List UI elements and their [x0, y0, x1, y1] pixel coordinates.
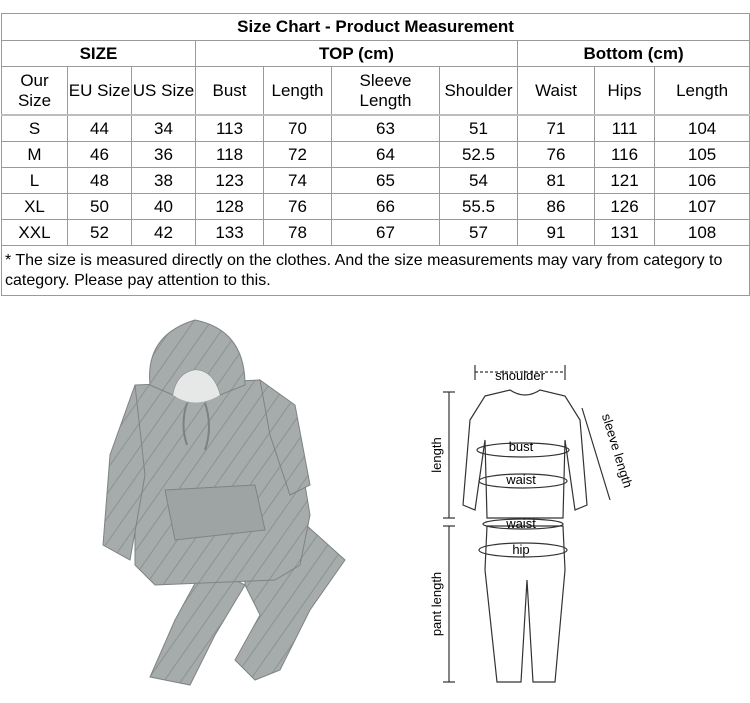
col-us-size: US Size	[132, 67, 196, 116]
table-row	[2, 220, 750, 246]
col-top-length: Length	[264, 67, 332, 116]
group-top: TOP (cm)	[196, 41, 518, 67]
table-cell: 40	[132, 194, 196, 220]
table-cell: 52	[68, 220, 132, 246]
label-sleeve-length: sleeve length	[598, 411, 636, 490]
table-cell: 36	[132, 142, 196, 168]
col-bust: Bust	[196, 67, 264, 116]
table-cell: 78	[264, 220, 332, 246]
group-bottom: Bottom (cm)	[518, 41, 750, 67]
table-cell: 67	[332, 220, 440, 246]
table-cell: 46	[68, 142, 132, 168]
label-length: length	[429, 437, 444, 473]
col-eu-size: EU Size	[68, 67, 132, 116]
product-photo	[95, 315, 355, 695]
table-cell: 34	[132, 115, 196, 142]
col-our-size: Our Size	[2, 67, 68, 116]
table-row	[2, 115, 750, 142]
size-chart-title: Size Chart - Product Measurement	[2, 14, 750, 41]
label-waist-top: waist	[506, 472, 536, 487]
table-cell: 48	[68, 168, 132, 194]
table-cell: 104	[655, 115, 750, 142]
table-cell: 64	[332, 142, 440, 168]
table-cell: 55.5	[440, 194, 518, 220]
table-cell: 66	[332, 194, 440, 220]
table-cell: 86	[518, 194, 595, 220]
table-cell: 116	[595, 142, 655, 168]
table-cell: 38	[132, 168, 196, 194]
table-cell: S	[2, 115, 68, 142]
table-cell: 106	[655, 168, 750, 194]
table-cell: 50	[68, 194, 132, 220]
table-cell: 105	[655, 142, 750, 168]
col-hips: Hips	[595, 67, 655, 116]
hoodie	[103, 320, 310, 585]
col-sleeve-length: Sleeve Length	[332, 67, 440, 116]
table-cell: 52.5	[440, 142, 518, 168]
table-cell: XXL	[2, 220, 68, 246]
table-cell: 57	[440, 220, 518, 246]
table-cell: 113	[196, 115, 264, 142]
table-cell: 118	[196, 142, 264, 168]
table-cell: 126	[595, 194, 655, 220]
table-cell: 111	[595, 115, 655, 142]
table-cell: 107	[655, 194, 750, 220]
table-cell: 42	[132, 220, 196, 246]
table-cell: M	[2, 142, 68, 168]
label-waist-bottom: waist	[506, 516, 536, 531]
table-cell: 76	[264, 194, 332, 220]
label-pant-length: pant length	[429, 571, 444, 637]
table-cell: 123	[196, 168, 264, 194]
table-row	[2, 168, 750, 194]
label-hip: hip	[512, 542, 530, 557]
table-cell: 131	[595, 220, 655, 246]
table-row	[2, 142, 750, 168]
group-size: SIZE	[2, 41, 196, 67]
table-cell: 121	[595, 168, 655, 194]
table-cell: 44	[68, 115, 132, 142]
label-shoulder: shoulder	[495, 368, 545, 383]
measurement-note: * The size is measured directly on the clothes. And the size measurements may vary from category to category. Please pay attention to this.	[2, 246, 750, 296]
table-cell: 74	[264, 168, 332, 194]
table-cell: 72	[264, 142, 332, 168]
table-cell: 51	[440, 115, 518, 142]
table-cell: 65	[332, 168, 440, 194]
table-cell: 71	[518, 115, 595, 142]
table-cell: 108	[655, 220, 750, 246]
label-bust: bust	[508, 439, 534, 454]
table-cell: 133	[196, 220, 264, 246]
col-shoulder: Shoulder	[440, 67, 518, 116]
top-outline	[463, 390, 587, 518]
measurement-diagram	[415, 360, 645, 690]
table-cell: XL	[2, 194, 68, 220]
table-cell: 91	[518, 220, 595, 246]
table-cell: 54	[440, 168, 518, 194]
table-cell: 63	[332, 115, 440, 142]
table-cell: L	[2, 168, 68, 194]
table-cell: 81	[518, 168, 595, 194]
col-waist: Waist	[518, 67, 595, 116]
table-cell: 76	[518, 142, 595, 168]
size-chart-table	[1, 13, 750, 296]
table-cell: 70	[264, 115, 332, 142]
table-row	[2, 194, 750, 220]
table-cell: 128	[196, 194, 264, 220]
col-bottom-length: Length	[655, 67, 750, 116]
